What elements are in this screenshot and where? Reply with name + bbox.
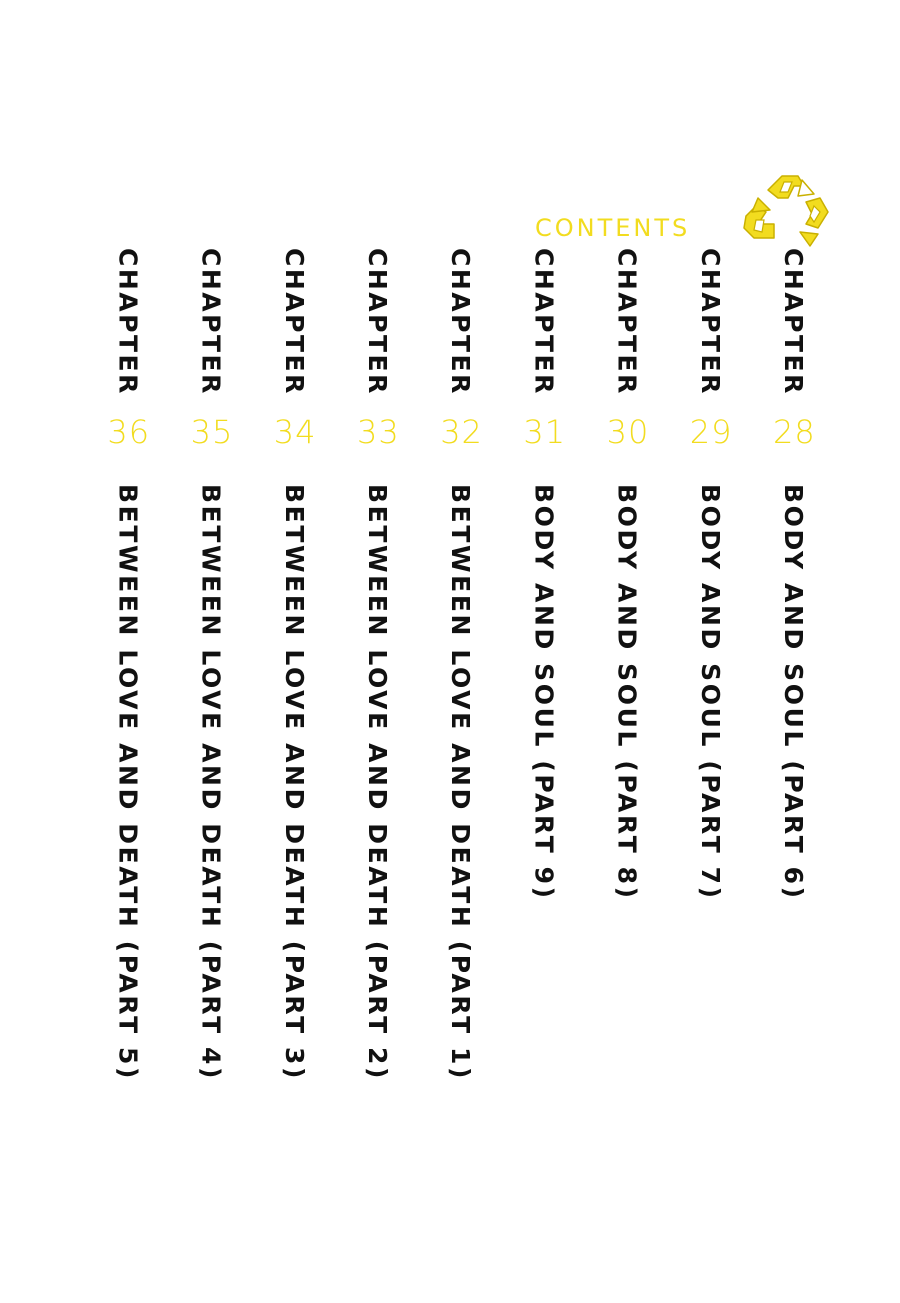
chapter-number: 32: [440, 413, 483, 451]
chapter-entry: [190, 248, 259, 1248]
chapter-title: BODY AND SOUL (PART 8): [612, 484, 642, 901]
chapter-title: BETWEEN LOVE AND DEATH (PART 4): [196, 484, 226, 1082]
chapter-label: CHAPTER: [695, 248, 725, 396]
chapter-entry: [773, 248, 841, 1248]
chapter-label: CHAPTER: [363, 248, 392, 396]
chapter-entry: [440, 248, 508, 1248]
chapter-number: 31: [523, 413, 567, 451]
chapter-title: BODY AND SOUL (PART 7): [695, 484, 725, 901]
contents-header: [535, 172, 835, 252]
chapter-entry: [606, 248, 675, 1248]
chapter-number: 35: [190, 413, 234, 451]
chapter-title: BETWEEN LOVE AND DEATH (PART 5): [113, 484, 143, 1082]
chapter-label: CHAPTER: [113, 248, 143, 396]
chapter-entry: [523, 248, 591, 1248]
chapter-number: 36: [107, 413, 151, 451]
chapter-number: 34: [273, 413, 317, 451]
chapter-number: 30: [606, 413, 650, 451]
chapter-title: BETWEEN LOVE AND DEATH (PART 2): [363, 484, 392, 1082]
chapter-entry: [357, 248, 425, 1248]
chapter-label: CHAPTER: [529, 248, 559, 396]
recycle-icon: [740, 172, 832, 248]
chapter-number: 29: [689, 413, 733, 451]
chapter-label: CHAPTER: [612, 248, 642, 396]
chapter-number: 33: [357, 413, 400, 451]
chapter-title: BODY AND SOUL (PART 6): [779, 484, 808, 901]
chapter-label: CHAPTER: [446, 248, 476, 396]
chapter-title: BETWEEN LOVE AND DEATH (PART 3): [279, 484, 309, 1082]
chapter-title: BODY AND SOUL (PART 9): [529, 484, 559, 901]
chapter-number: 28: [773, 413, 816, 451]
chapter-entry: [273, 248, 342, 1248]
chapter-entry: [689, 248, 758, 1248]
chapter-entry: [107, 248, 175, 1248]
chapter-label: CHAPTER: [779, 248, 808, 396]
contents-title: CONTENTS: [535, 214, 691, 242]
chapter-label: CHAPTER: [196, 248, 226, 396]
chapter-title: BETWEEN LOVE AND DEATH (PART 1): [446, 484, 476, 1082]
chapter-label: CHAPTER: [279, 248, 309, 396]
